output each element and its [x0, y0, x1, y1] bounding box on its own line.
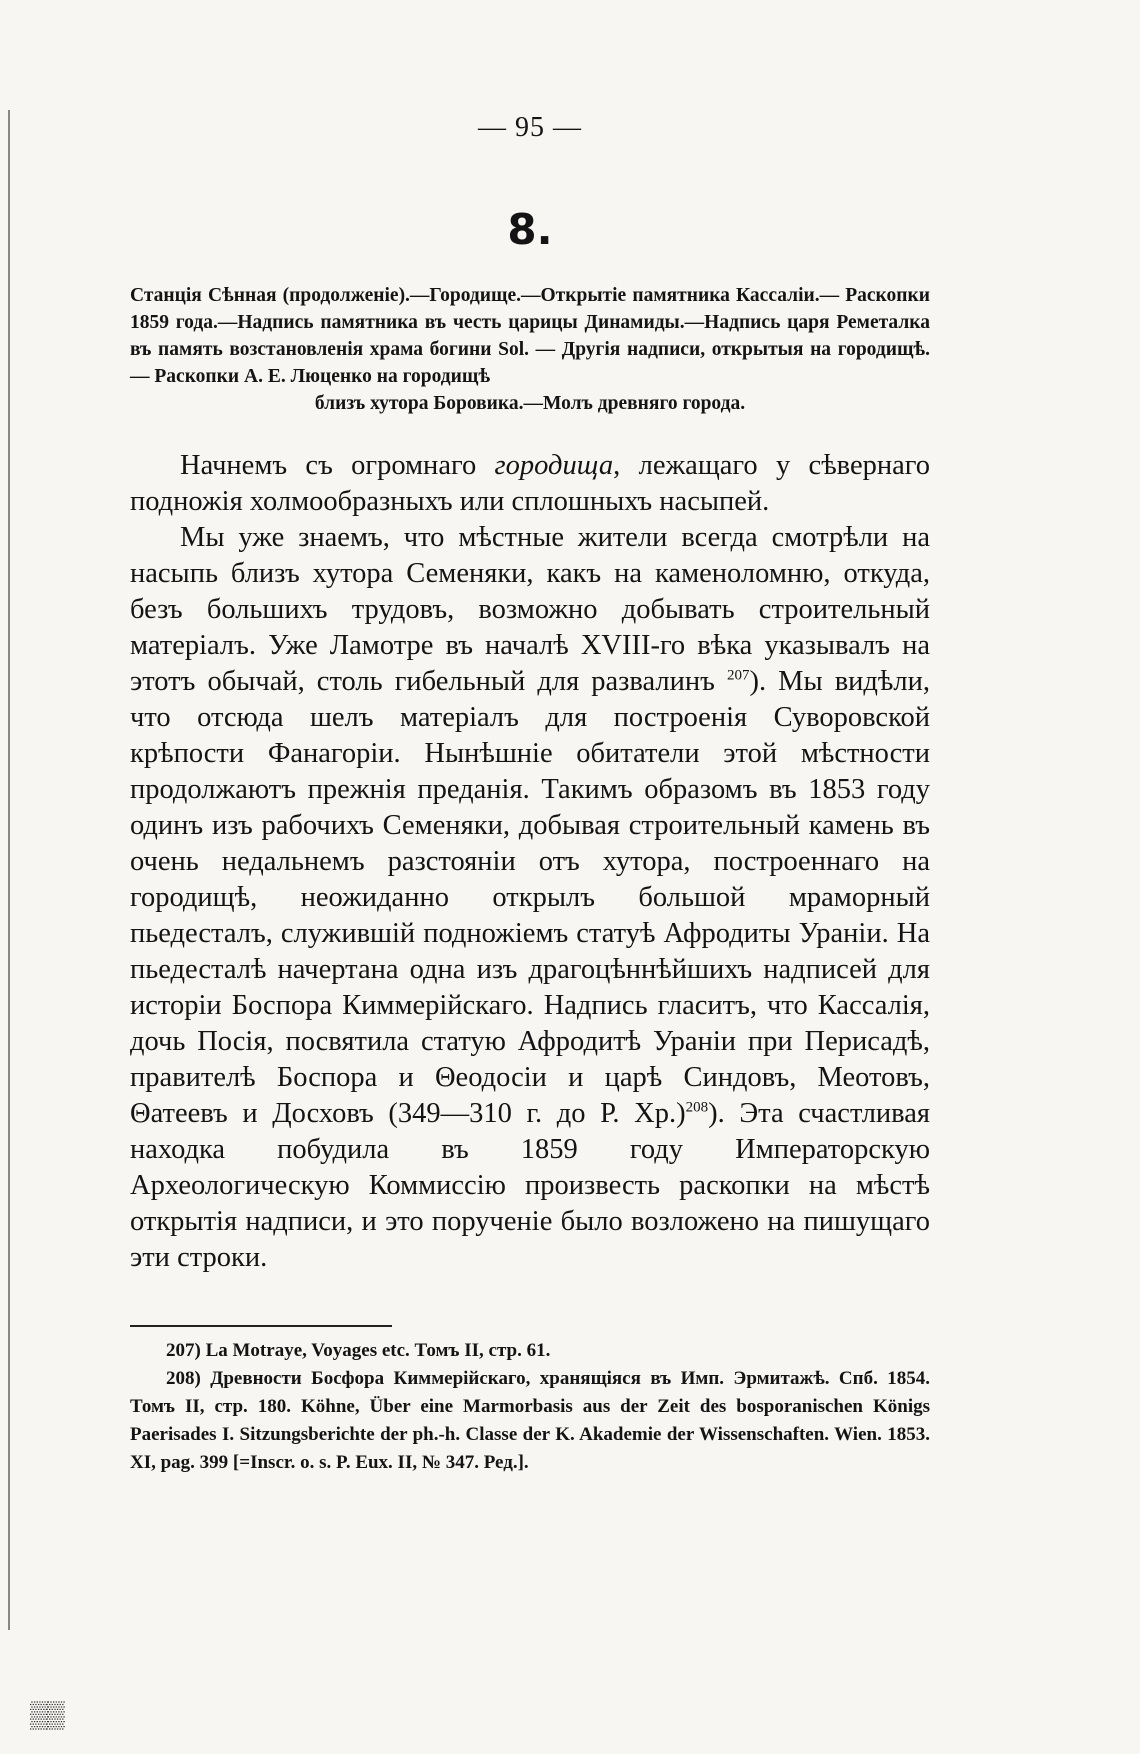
footnote-208: 208) Древности Босфора Киммерійскаго, хранящіяся въ Имп. Эрмитажѣ. Спб. 1854. Томъ II, стр. 180. Köhne, Über eine Marmorbasis aus der Zeit des bosporanischen Königs Paerisades I. Sitzungsberichte der ph.-h. Classe der K. Akademie der Wissenschaften. Wien. 1853. XI, pag. 399 [=Inscr. o. s. P. Eux. II, № 347. Ред.]. [130, 1368, 930, 1473]
paragraph-1-start: Начнемъ съ огромнаго [180, 450, 495, 481]
paragraph-1-italic-term: городища [494, 450, 614, 481]
paragraph-2-part-b: ). Мы видѣли, что отсюда шелъ матеріалъ для построенія Суворовской крѣпости Фанагоріи. Нынѣшніе обитатели этой мѣстности продолжаютъ прежнія преданія. Такимъ образомъ въ 1853 году одинъ изъ рабочихъ Семеняки, добывая строительный камень въ очень недальнемъ разстояніи отъ хутора, построеннаго на городищѣ, неожиданно открылъ большой мраморный пьедесталъ, служившій подножіемъ статуѣ Афродиты Ураніи. На пьедесталѣ начертана одна изъ драгоцѣннѣйшихъ надписей для исторіи Боспора Киммерійскаго. Надпись гласитъ, что Кассалія, дочь Посія, посвятила статую Афродитѣ Ураніи при Перисадѣ, правителѣ Боспора и Θеодосіи и царѣ Синдовъ, Меотовъ, Θатеевъ и Досховъ (349—310 г. до Р. Хр.) [130, 666, 930, 1129]
main-text [130, 448, 930, 1276]
chapter-number: 8. [507, 205, 553, 254]
scan-artifact: ▒▒ [30, 1700, 63, 1729]
footnote-207: 207) La Motraye, Voyages etc. Томъ II, стр. 61. [166, 1340, 551, 1361]
summary-text: Станція Сѣнная (продолженіе).—Городище.—Открытіе памятника Кассаліи.— Раскопки 1859 года.—Надпись памятника въ честь царицы Динамиды.—Надпись царя Реметалка въ память возстановленія храма богини Sol. — Другія надписи, открытыя на городищѣ. — Раскопки А. Е. Люценко на городищѣ [130, 285, 930, 387]
chapter-summary [130, 282, 930, 417]
summary-text-last: близъ хутора Боровика.—Молъ древняго города. [314, 393, 746, 414]
paragraph-2 [130, 520, 930, 1276]
paragraph-1-end: , лежащаго у сѣвернаго подножія холмообразныхъ или сплошныхъ насыпей. [130, 450, 930, 517]
footnote-ref-207[interactable]: 207 [726, 667, 750, 684]
footnote-divider [130, 1325, 392, 1327]
footnote-ref-208[interactable]: 208 [685, 1099, 709, 1116]
footnotes [130, 1337, 930, 1477]
page-edge-line [8, 110, 10, 1630]
paragraph-2-part-a: Мы уже знаемъ, что мѣстные жители всегда смотрѣли на насыпь близъ хутора Семеняки, какъ на каменоломню, откуда, безъ большихъ трудовъ, возможно добывать строительный матеріалъ. Уже Ламотре въ началѣ XVIII-го вѣка указывалъ на этотъ обычай, столь гибельный для развалинъ [130, 522, 930, 697]
paragraph-1 [130, 448, 930, 520]
page-number: — 95 — [478, 112, 582, 143]
paragraph-2-part-c: ). Эта счастливая находка побудила въ 1859 году Императорскую Археологическую Коммиссію произвесть раскопки на мѣстѣ открытія надписи, и это порученіе было возложено на пишущаго эти строки. [130, 1098, 931, 1273]
